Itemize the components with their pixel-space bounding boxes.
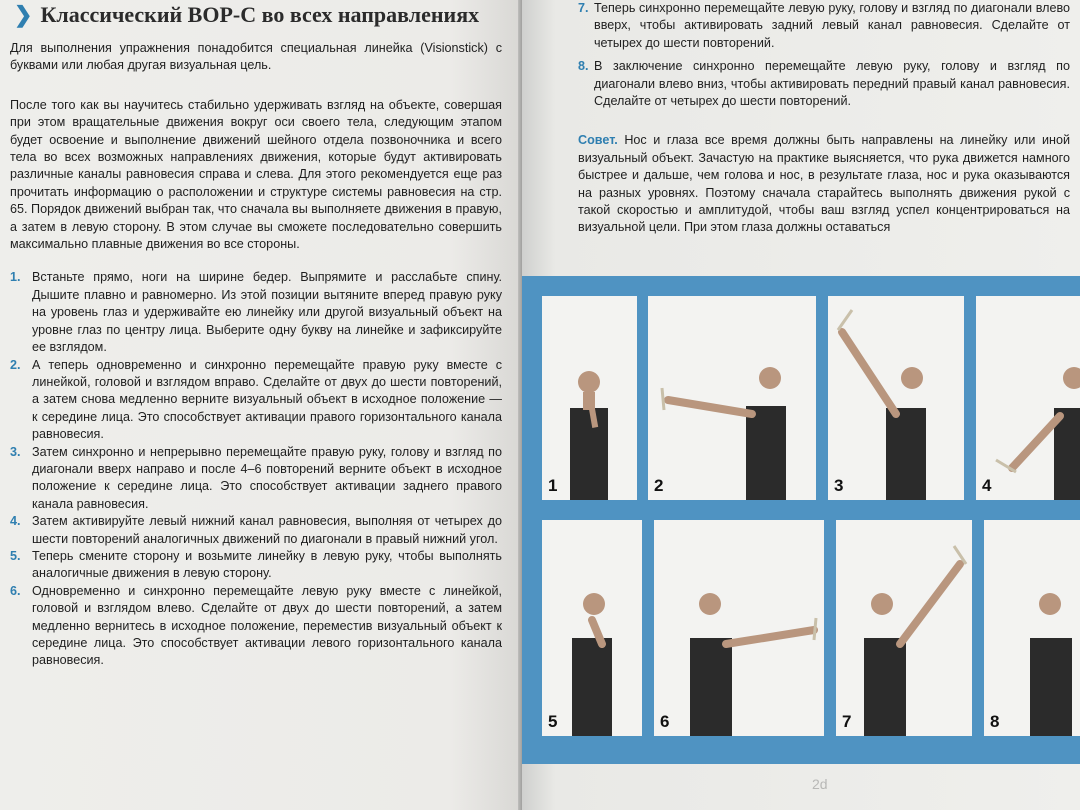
photo-number: 4 xyxy=(982,476,992,495)
step-text: Затем активируйте левый нижний канал равновесия, выполняя от четырех до шести повторений аналогичных движений по диагонали в правый нижний угол. xyxy=(32,514,502,546)
step-number: 5. xyxy=(10,548,21,563)
woman-figure-icon xyxy=(828,296,964,500)
right-page xyxy=(522,0,1080,810)
steps-list-right xyxy=(578,0,1070,110)
woman-figure-icon xyxy=(648,296,816,500)
tip-paragraph xyxy=(578,132,1070,236)
woman-figure-icon xyxy=(836,520,972,736)
woman-figure-icon xyxy=(542,520,642,736)
step-number: 7. xyxy=(578,1,589,15)
step-text: Теперь синхронно перемещайте левую руку, голову и взгляд по диагонали влево вверх, чтобы активировать задний левый канал равновесия. Сделайте от четырех до шести повторений. xyxy=(594,1,1070,50)
step-number: 4. xyxy=(10,514,21,529)
step-text: Затем синхронно и непрерывно перемещайте правую руку, голову и взгляд по диагонали вверх направо и после 4–6 повторений верните объект в исходное положение к середине лица. Это способствует активации заднего правого канала равновесия. xyxy=(32,444,502,511)
exercise-photo-1 xyxy=(542,296,637,500)
main-paragraph: После того как вы научитесь стабильно удерживать взгляд на объекте, совершая при этом вращательные движения вокруг оси своего тела, следующим этапом будет освоение и выполнение движений шейного отдела позвоночника и всего тела во всех возможных направлениях движения, которые будут активировать различные каналы равновесия справа и слева. Для этого рекомендуется еще раз прочитать информацию о расположении и структуре системы равновесия на стр. 65. Порядок движений выбран так, что сначала вы выполняете движения в правую, а затем в левую сторону. В этом случае вы сможете последовательно совершить максимально плавные движения во все стороны. xyxy=(10,97,502,252)
photo-number: 6 xyxy=(660,712,670,731)
left-body xyxy=(10,40,502,670)
title-text: Классический ВОР-С во всех направлениях xyxy=(40,2,480,27)
woman-figure-icon xyxy=(542,296,637,500)
photo-number: 8 xyxy=(990,712,1000,731)
step-number: 2. xyxy=(10,357,21,372)
exercise-photo-6 xyxy=(654,520,824,736)
page-number: 2d xyxy=(812,776,828,792)
step-text: В заключение синхронно перемещайте левую руку, голову и взгляд по диагонали влево вниз, чтобы активировать передний правый канал равновесия. Сделайте от четырех до шести повторений. xyxy=(594,59,1070,109)
photo-number: 1 xyxy=(548,476,558,495)
steps-list-left xyxy=(10,269,502,669)
woman-figure-icon xyxy=(976,296,1080,500)
exercise-photo-8 xyxy=(984,520,1080,736)
tip-text: Нос и глаза все время должны быть направлены на линейку или иной визуальный объект. Зачастую на практике выясняется, что рука движется намного быстрее и дальше, чем голова и нос, в результате глаза, нос и рука оказываются на разных уровнях. Поэтому сначала старайтесь выполнять движения рукой с такой скоростью и амплитудой, чтобы ваш взгляд успел концентрироваться на визуальной цели. При этом глаза должны оставаться xyxy=(578,133,1070,235)
step-number: 6. xyxy=(10,583,21,598)
step-item xyxy=(10,444,502,514)
step-text: Теперь смените сторону и возьмите линейку в левую руку, чтобы выполнять аналогичные движения в левую сторону. xyxy=(32,548,502,581)
step-text: Встаньте прямо, ноги на ширине бедер. Выпрямите и расслабьте спину. Дышите плавно и равномерно. Из этой позиции вытяните вперед правую руку на уровень глаз и удерживайте ею линейку или другой визуальный объект на уровне глаз по центру лица. Выберите одну букву на линейке и зафиксируйте ее взглядом. xyxy=(32,270,502,355)
photo-number: 3 xyxy=(834,476,844,495)
right-body xyxy=(578,0,1070,237)
exercise-photo-7 xyxy=(836,520,972,736)
step-number: 3. xyxy=(10,444,21,459)
photo-number: 7 xyxy=(842,712,852,731)
step-item xyxy=(10,357,502,444)
step-item xyxy=(578,0,1070,52)
woman-figure-icon xyxy=(984,520,1080,736)
step-number: 8. xyxy=(578,59,589,74)
photo-number: 2 xyxy=(654,476,664,495)
step-item xyxy=(10,513,502,548)
left-page xyxy=(0,0,530,810)
step-item xyxy=(10,548,502,583)
exercise-photo-grid xyxy=(522,276,1080,764)
exercise-photo-4 xyxy=(976,296,1080,500)
step-text: А теперь одновременно и синхронно перемещайте правую руку вместе с линейкой, головой и взглядом вправо. Сделайте от двух до шести повторений, а затем снова медленно верните визуальный объект в исходное положение — к середине лица. Это способствует активации правого горизонтального канала равновесия. xyxy=(32,357,502,442)
step-text: Одновременно и синхронно перемещайте левую руку вместе с линейкой, головой и взглядом влево. Сделайте от двух до шести повторений, а затем медленно вернитесь в исходное положение, переместив визуальный объект к середине лица. Это способствует активации левого горизонтального канала равновесия. xyxy=(32,583,502,668)
tip-label: Совет. xyxy=(578,133,618,148)
step-item xyxy=(10,583,502,670)
exercise-photo-3 xyxy=(828,296,964,500)
photo-number: 5 xyxy=(548,712,558,731)
chevron-right-icon: ❯ xyxy=(14,2,33,27)
step-item xyxy=(10,269,502,356)
page-title xyxy=(14,2,504,28)
exercise-photo-2 xyxy=(648,296,816,500)
woman-figure-icon xyxy=(654,520,824,736)
exercise-photo-5 xyxy=(542,520,642,736)
step-number: 1. xyxy=(10,270,21,285)
intro-paragraph: Для выполнения упражнения понадобится специальная линейка (Visionstick) с буквами или любая другая визуальная цель. xyxy=(10,41,502,73)
step-item xyxy=(578,58,1070,110)
